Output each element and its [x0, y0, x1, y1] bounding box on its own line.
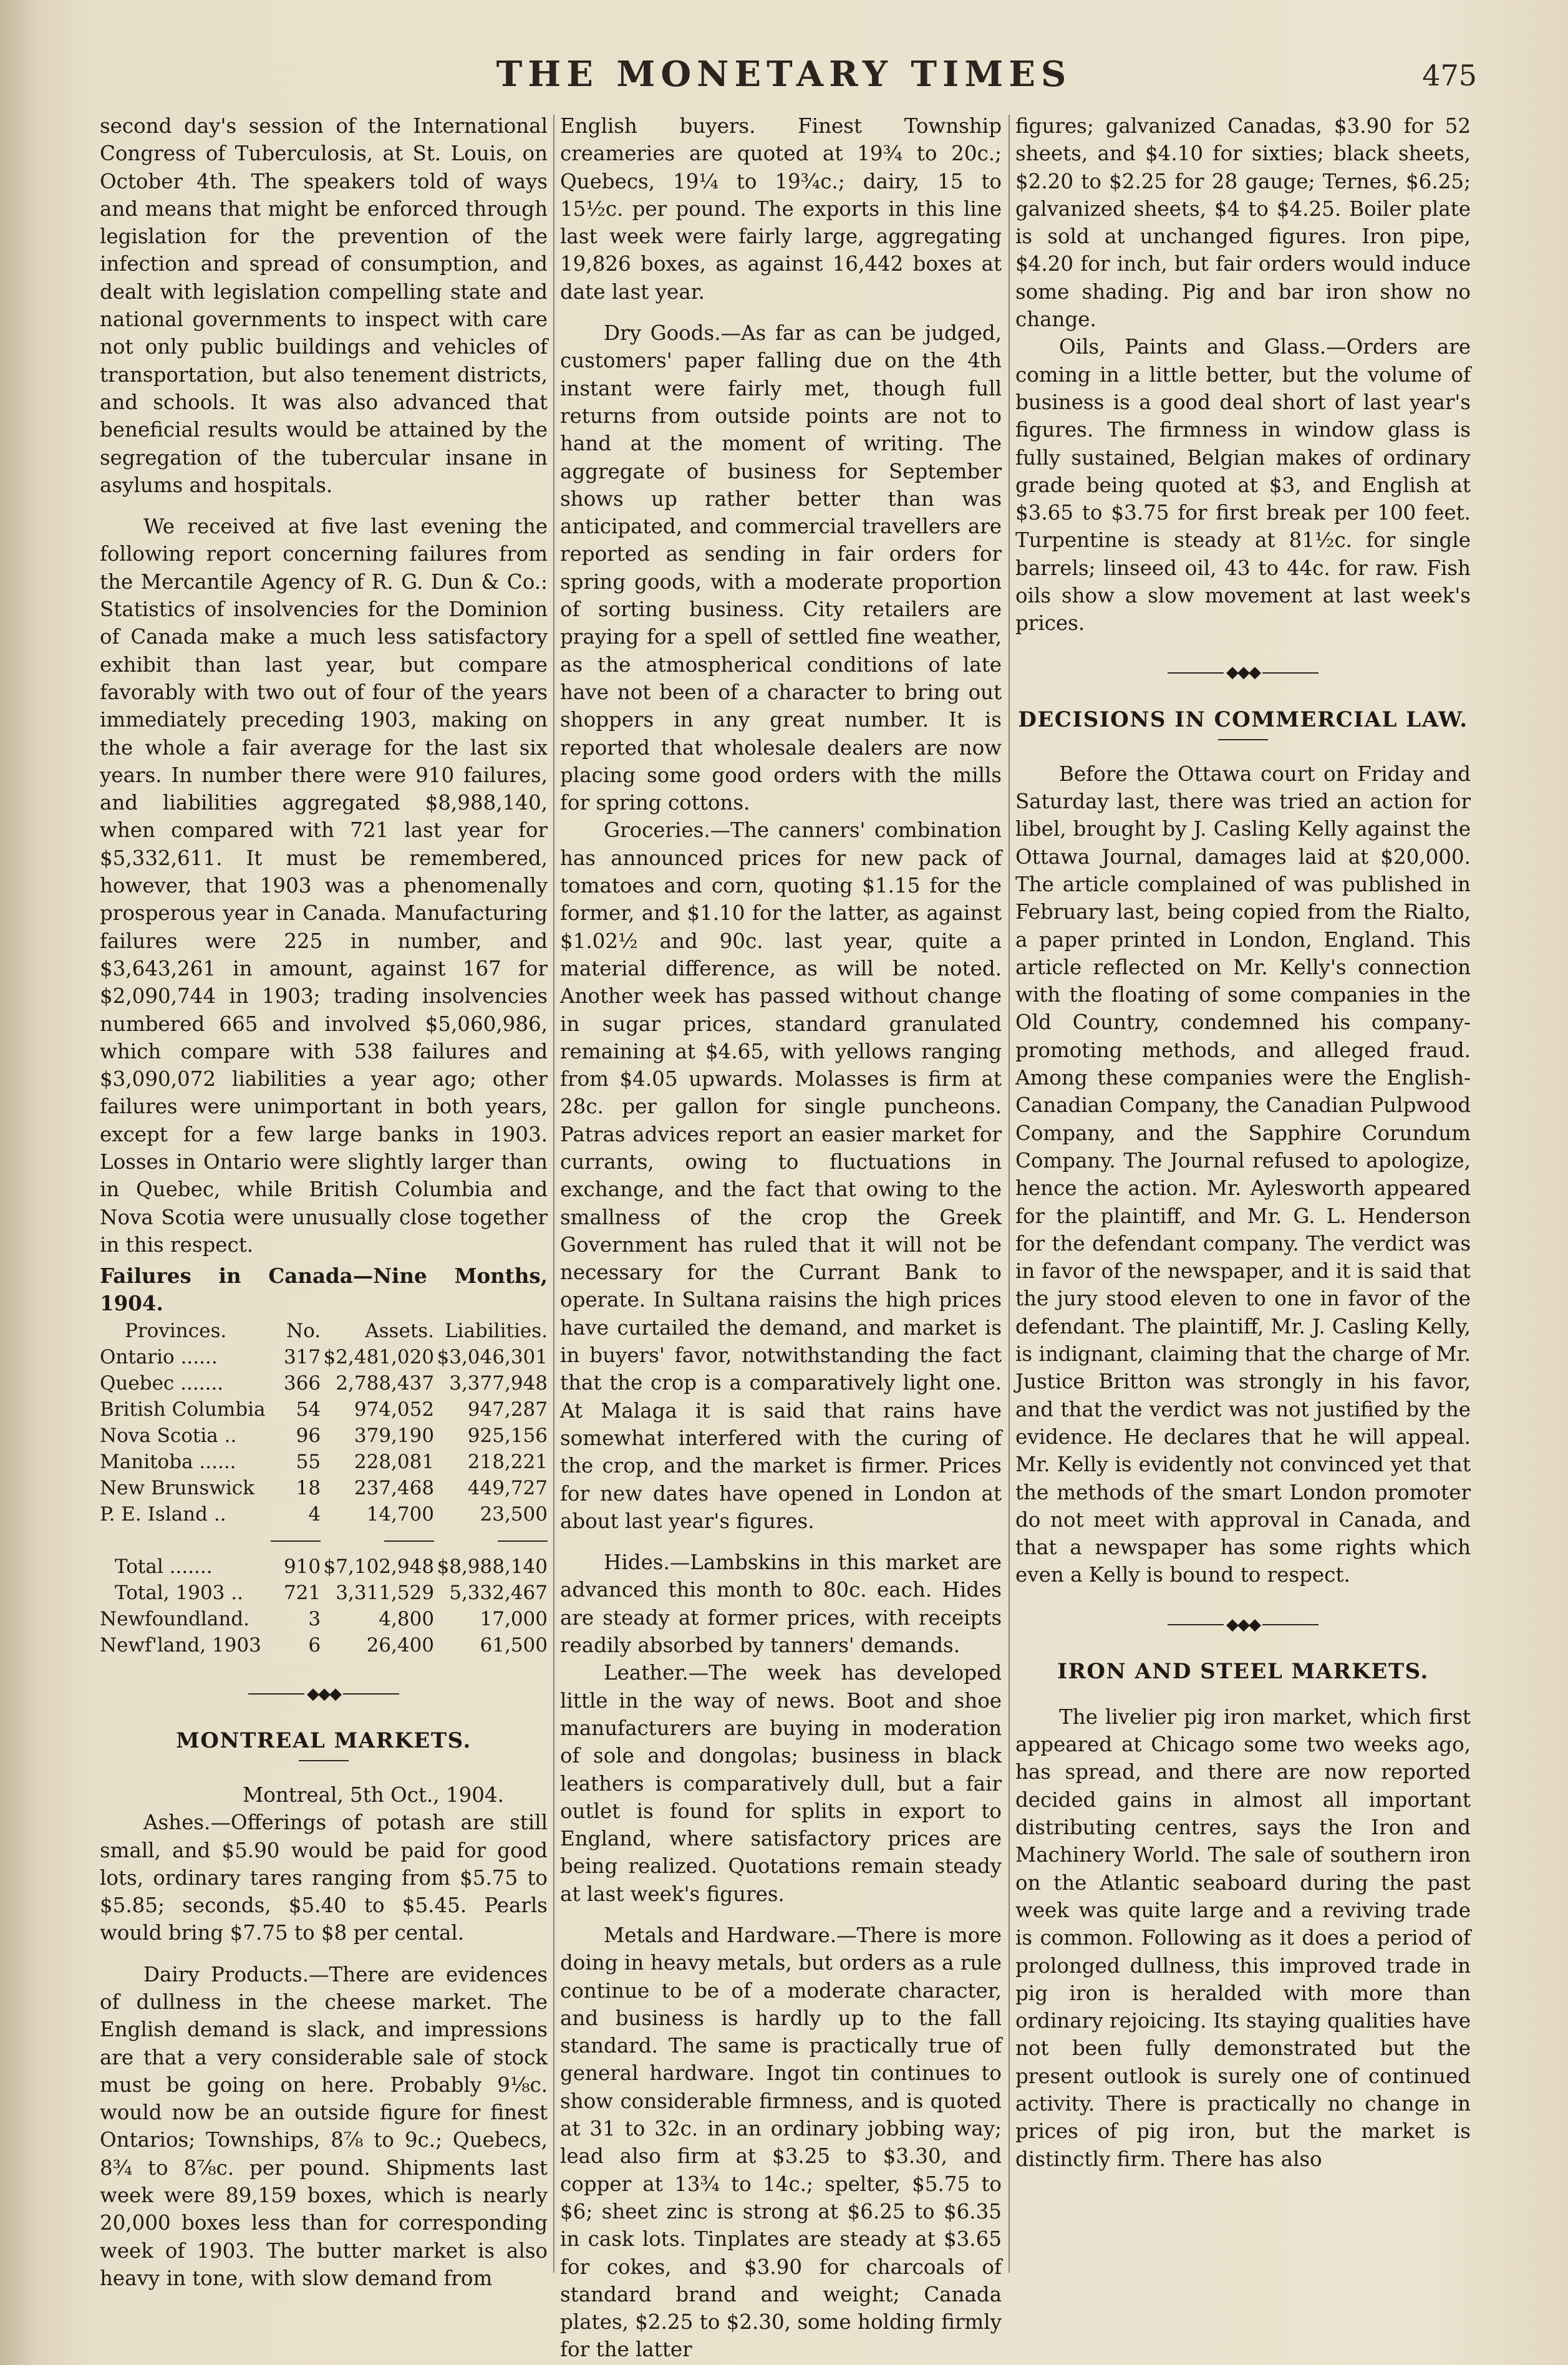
decisions-paragraph: Before the Ottawa court on Friday and Saturday last, there was tried an action for libel, brought by J. Casling Kelly against the Ottawa Journal, damages laid at $20,000. The article complained of was published in February last, being copied from the Rialto, a paper printed in London, England. This article reflected on Mr. Kelly's connection with the floating of some companies in the Old Country, condemned his company-promoting methods, and alleged fraud. Among these companies were the English-Canadian Company, the Canadian Pulpwood Company, and the Sapphire Corundum Company. The Journal refused to apologize, hence the action. Mr. Aylesworth appeared for the plaintiff, and Mr. G. L. Henderson for the defendant company. The verdict was in favor of the newspaper, and it is said that the jury stood eleven to one in favor of the defendant. The plaintiff, Mr. J. Casling Kelly, is indignant, claiming that the charge of Mr. Justice Britton was strongly in his favor, and that the verdict was not justified by the evidence. He declares that he will appeal. Mr. Kelly is evidently not convinced yet that the methods of the smart London promoter do not meet with approval in Canada, and that a newspaper has some rights which even a Kelly is bound to respect. [1015, 762, 1471, 1587]
table-cell: Newf'land, 1903 [100, 1633, 261, 1656]
table-cell: 910 [283, 1555, 321, 1578]
iron-prices-paragraph: figures; galvanized Canadas, $3.90 for 52 sheets, and $4.10 for sixties; black sheets, $2.20 to $2.25 for 28 gauge; Ternes, $6.25; galvanized sheets, $4 to $4.25. Boiler plate is sold at unchanged figures. Iron pipe, $4.20 for inch, but fair orders would induce some shading. Pig and bar iron show no change. [1015, 114, 1471, 332]
table-cell: 366 [283, 1371, 321, 1395]
tuberculosis-paragraph: second day's session of the International Congress of Tuberculosis, at St. Louis, on October 4th. The speakers told of ways and means that might be enforced through legislation for the prevention of the infection and spread of consumption, and dealt with legislation compelling state and national governments to inspect with care not only public buildings and vehicles of transportation, but also tenement districts, and schools. It was also advanced that beneficial results would be attained by the segregation of the tubercular insane in asylums and hospitals. [100, 114, 548, 497]
leather-paragraph: Leather.—The week has developed little in the way of news. Boot and shoe manufacturers are buying in moderation of sole and dongolas; business in black leathers is comparatively dull, but a fair outlet is found for splits in export to England, where satisfactory prices are being realized. Quotations remain steady at last week's figures. [560, 1661, 1002, 1906]
table-cell: Ontario ...... [100, 1345, 218, 1368]
heading-rule [1218, 739, 1268, 740]
iron-steel-heading: IRON AND STEEL MARKETS. [1057, 1658, 1429, 1684]
table-header: Provinces. [125, 1319, 227, 1342]
table-cell: 974,052 [354, 1398, 435, 1421]
table-cell: 18 [296, 1476, 321, 1499]
montreal-markets-heading: MONTREAL MARKETS. [176, 1728, 472, 1753]
table-cell: 379,190 [354, 1424, 435, 1447]
table-cell: 26,400 [366, 1633, 435, 1656]
column-rule-right [1009, 115, 1010, 2273]
table-header: Liabilities. [444, 1319, 548, 1342]
table-cell: 96 [296, 1424, 321, 1447]
dateline: Montreal, 5th Oct., 1904. [243, 1782, 504, 1807]
table-cell: 3,311,529 [336, 1581, 435, 1604]
table-cell: $7,102,948 [323, 1555, 435, 1578]
table-total-row [100, 1632, 548, 1658]
table-row [100, 1501, 548, 1527]
page-header [0, 54, 1568, 104]
failures-report-paragraph: We received at five last evening the following report concerning failures from the Mercantile Agency of R. G. Dun & Co.: Statistics of insolvencies for the Dominion of Canada make a much less satisfactory exhibit than last year, but compare favorably with two out of four of the years immediately preceding 1903, making on the whole a fair average for the last six years. In number there were 910 failures, and liabilities aggregated $8,988,140, when compared with 721 last year for $5,332,611. It must be remembered, however, that 1903 was a phenomenally prosperous year in Canada. Manufacturing failures were 225 in number, and $3,643,261 in amount, against 167 for $2,090,744 in 1903; trading insolvencies numbered 665 and involved $5,060,986, which compare with 538 failures and $3,090,072 liabilities a year ago; other failures were unimportant in both years, except for a few large banks in 1903. Losses in Ontario were slightly larger than in Quebec, while British Columbia and Nova Scotia were unusually close together in this respect. [100, 515, 548, 1257]
failures-table [100, 1318, 548, 1658]
dry-goods-paragraph: Dry Goods.—As far as can be judged, customers' paper falling due on the 4th instant were fairly met, though full returns from outside points are not to hand at the moment of writing. The aggregate of business for September shows up rather better than was anticipated, and commercial travellers are reported as sending in fair orders for spring goods, with a moderate proportion of sorting business. City retailers are praying for a spell of settled fine weather, as the atmospherical conditions of late have not been of a character to bring out shoppers in any great number. It is reported that wholesale dealers are now placing some good orders with the mills for spring cottons. [560, 321, 1002, 815]
table-cell: 17,000 [480, 1607, 548, 1630]
table-cell: 5,332,467 [449, 1581, 548, 1604]
table-cell: 449,727 [467, 1476, 548, 1499]
table-cell: British Columbia [100, 1398, 266, 1421]
table-cell: 228,081 [354, 1450, 435, 1473]
column-3 [1015, 112, 1471, 2173]
table-cell: Total ....... [115, 1555, 213, 1578]
table-cell: $8,988,140 [437, 1555, 548, 1578]
section-ornament: ◆◆◆ [1015, 659, 1471, 687]
table-cell: 317 [283, 1345, 321, 1368]
creamery-paragraph: English buyers. Finest Township creameries are quoted at 19¾ to 20c.; Quebecs, 19¼ to 19¾c.; dairy, 15 to 15½c. per pound. The exports in this line last week were fairly large, aggregating 19,826 boxes, as against 16,442 boxes at date last year. [560, 114, 1002, 304]
table-cell: 4,800 [379, 1607, 435, 1630]
table-cell: 925,156 [467, 1424, 548, 1447]
table-header-row [100, 1318, 548, 1344]
section-ornament: ◆◆◆ [100, 1680, 548, 1708]
table-total-row [100, 1554, 548, 1580]
table-cell: Manitoba ...... [100, 1450, 236, 1473]
table-cell: 55 [296, 1450, 321, 1473]
table-cell: 6 [308, 1633, 321, 1656]
table-cell: $3,046,301 [437, 1345, 548, 1368]
table-total-row [100, 1580, 548, 1606]
running-title: THE MONETARY TIMES [496, 54, 1072, 95]
table-cell: Newfoundland. [100, 1607, 249, 1630]
table-cell: Total, 1903 .. [115, 1581, 243, 1604]
decisions-heading: DECISIONS IN COMMERCIAL LAW. [1018, 707, 1468, 732]
table-row [100, 1344, 548, 1370]
hides-paragraph: Hides.—Lambskins in this market are advanced this month to 80c. each. Hides are steady at former prices, with receipts readily absorbed by tanners' demands. [560, 1550, 1002, 1658]
table-cell: P. E. Island .. [100, 1502, 226, 1526]
heading-rule [299, 1760, 349, 1761]
column-2 [560, 112, 1002, 2364]
table-row [100, 1370, 548, 1396]
failures-table-title: Failures in Canada—Nine Months, 1904. [100, 1264, 548, 1316]
iron-steel-paragraph: The livelier pig iron market, which first appeared at Chicago some two weeks ago, has spread, and there are now reported decided gains in almost all important distributing centres, says the Iron and Machinery World. The sale of southern iron on the Atlantic seaboard during the past week was quite large and a reviving trade is common. Following as it does a period of prolonged dullness, this improved trade in pig iron is heralded with more than ordinary rejoicing. Its staying qualities have not been fully demonstrated but the present outlook is surely one of continued activity. There is practically no change in prices of pig iron, but the market is distinctly firm. There has also [1015, 1705, 1471, 2171]
table-cell: 4 [308, 1502, 321, 1526]
groceries-paragraph: Groceries.—The canners' combination has announced prices for new pack of tomatoes and corn, quoting $1.15 for the former, and $1.10 for the latter, as against $1.02½ and 90c. last year, quite a material difference, as will be noted. Another week has passed without change in sugar prices, standard granulated remaining at $4.65, with yellows ranging from $4.05 upwards. Molasses is firm at 28c. per gallon for single puncheons. Patras advices report an easier market for currants, owing to fluctuations in exchange, and the fact that owing to the smallness of the crop the Greek Government has ruled that it will not be necessary for the Currant Bank to operate. In Sultana raisins the high prices have curtailed the demand, and market is in buyers' favor, notwithstanding the fact that the crop is a comparatively light one. At Malaga it is said that rains have somewhat interfered with the curing of the crop, and the market is firmer. Prices for new dates have opened in London at about last year's figures. [560, 818, 1002, 1533]
table-cell: 721 [283, 1581, 321, 1604]
dairy-paragraph: Dairy Products.—There are evidences of dullness in the cheese market. The English demand is slack, and impressions are that a very considerable sale of stock must be going on here. Probably 9⅛c. would now be an outside figure for finest Ontarios; Townships, 8⅞ to 9c.; Quebecs, 8¾ to 8⅞c. per pound. Shipments last week were 89,159 boxes, which is nearly 20,000 boxes less than for corresponding week of 1903. The butter market is also heavy in tone, with slow demand from [100, 1962, 548, 2290]
table-cell: 23,500 [480, 1502, 548, 1526]
table-sum-rule [100, 1527, 548, 1554]
metals-paragraph: Metals and Hardware.—There is more doing in heavy metals, but orders as a rule continue to be of a moderate character, and business is hardly up to the fall standard. The same is practically true of general hardware. Ingot tin continues to show considerable firmness, and is quoted at 31 to 32c. in an ordinary jobbing way; lead also firm at $3.25 to $3.30, and copper at 13¾ to 14c.; spelter, $5.75 to $6; sheet zinc is strong at $6.25 to $6.35 in cask lots. Tinplates are steady at $3.65 for cokes, and $3.90 for charcoals of standard brand and weight; Canada plates, $2.25 to $2.30, some holding firmly for the latter [560, 1923, 1002, 2362]
table-cell: 2,788,437 [336, 1371, 435, 1395]
table-cell: 61,500 [480, 1633, 548, 1656]
table-header: No. [286, 1319, 321, 1342]
table-cell: 3,377,948 [449, 1371, 548, 1395]
table-header: Assets. [365, 1319, 435, 1342]
table-cell: $2,481,020 [323, 1345, 435, 1368]
table-cell: Quebec ....... [100, 1371, 224, 1395]
ashes-paragraph: Ashes.—Offerings of potash are still small, and $5.90 would be paid for good lots, ordinary tares ranging from $5.75 to $5.85; seconds, $5.40 to $5.45. Pearls would bring $7.75 to $8 per cental. [100, 1811, 548, 1945]
table-row [100, 1475, 548, 1501]
oils-paragraph: Oils, Paints and Glass.—Orders are coming in a little better, but the volume of business is a good deal short of last year's figures. The firmness in window glass is fully sustained, Belgian makes of ordinary grade being quoted at $3, and English at $3.65 to $3.75 for first break per 100 feet. Turpentine is steady at 81½c. for single barrels; linseed oil, 43 to 44c. for raw. Fish oils show a slow movement at last week's prices. [1015, 335, 1471, 636]
table-cell: 237,468 [354, 1476, 435, 1499]
table-cell: Nova Scotia .. [100, 1424, 237, 1447]
table-cell: 54 [296, 1398, 321, 1421]
table-row [100, 1396, 548, 1423]
section-ornament: ◆◆◆ [1015, 1610, 1471, 1638]
table-cell: 947,287 [467, 1398, 548, 1421]
table-row [100, 1423, 548, 1449]
table-cell: 3 [308, 1607, 321, 1630]
column-1 [100, 112, 548, 2292]
table-total-row [100, 1606, 548, 1632]
table-cell: 218,221 [467, 1450, 548, 1473]
table-cell: New Brunswick [100, 1476, 254, 1499]
table-cell: 14,700 [366, 1502, 435, 1526]
column-rule-left [553, 115, 554, 2273]
page-number: 475 [1422, 59, 1477, 92]
table-row [100, 1449, 548, 1475]
